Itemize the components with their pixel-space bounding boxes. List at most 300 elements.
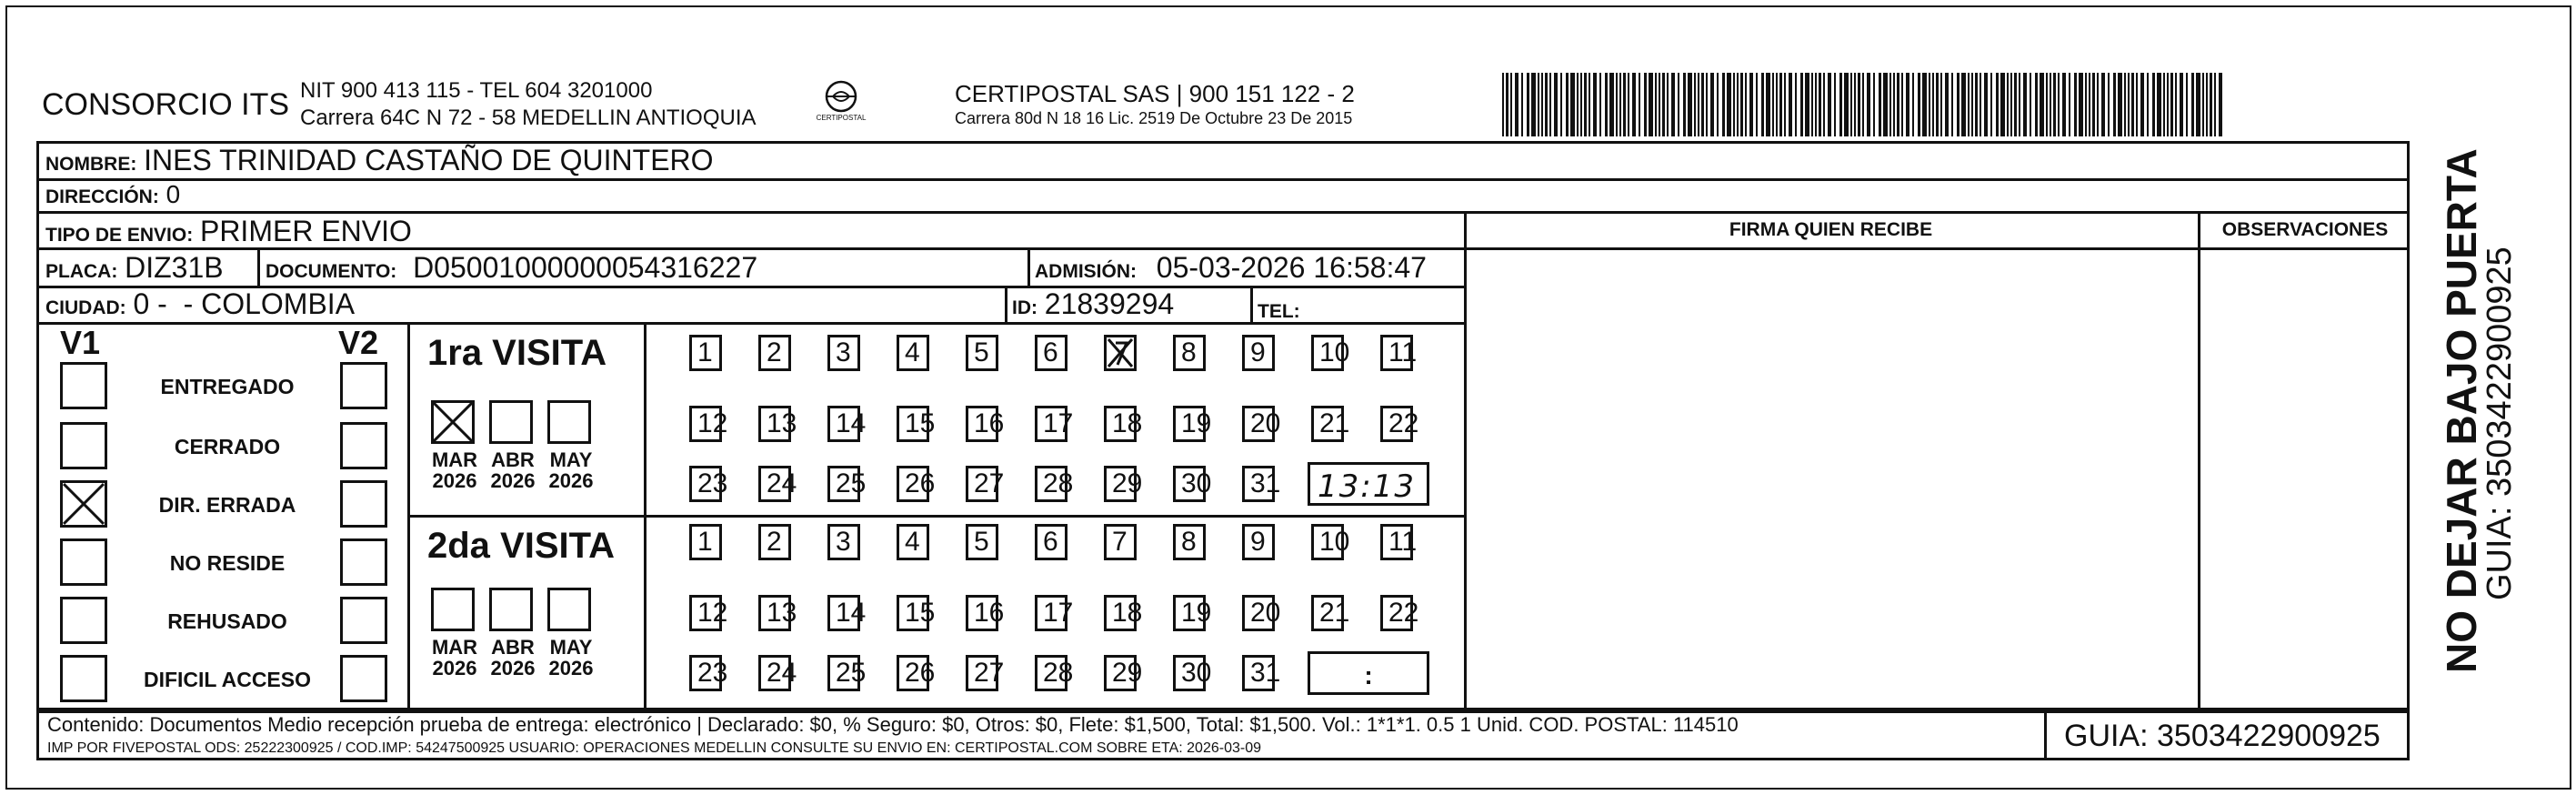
barcode-bar [1737, 73, 1739, 136]
barcode-bar [1800, 73, 1803, 136]
visit1-day-box[interactable]: 22 [1380, 406, 1413, 442]
footer-line2: IMP POR FIVEPOSTAL ODS: 25222300925 / COD.IMP: 54247500925 USUARIO: OPERACIONES MEDELLIN CONSULTE SU ENVIO EN: CERTIPOSTAL.COM SOBRE ETA: 2026-03-09 [47, 740, 1261, 756]
barcode-bar [1897, 73, 1899, 136]
visit1-day-box[interactable] [1104, 335, 1137, 371]
ciudad-cell [45, 289, 355, 318]
v2-checkbox[interactable] [340, 538, 387, 586]
barcode-bar [1659, 73, 1660, 136]
status-option-label: ENTREGADO [160, 375, 295, 398]
barcode-bar [1889, 73, 1891, 136]
month-year: 2026 [432, 657, 477, 680]
visit2-day-box[interactable]: 22 [1380, 595, 1413, 631]
rule [644, 322, 647, 710]
certipostal-logo [809, 78, 873, 124]
barcode-bar [1727, 73, 1731, 136]
barcode-bar [2219, 73, 2222, 136]
visit1-day-box[interactable]: 26 [897, 466, 929, 502]
barcode-bar [1560, 73, 1562, 136]
barcode-bar [1623, 73, 1626, 136]
barcode-bar [2035, 73, 2038, 136]
visit1-day-box[interactable]: 4 [897, 335, 929, 371]
v2-checkbox[interactable] [340, 362, 387, 409]
barcode-bar [1688, 73, 1692, 136]
barcode-bar [1766, 73, 1770, 136]
v2-checkbox[interactable] [340, 655, 387, 702]
barcode-bar [1957, 73, 1960, 136]
barcode-bar [2058, 73, 2060, 136]
barcode-bar [1984, 73, 1988, 136]
barcode-bar [2050, 73, 2051, 136]
visit1-day-box[interactable]: 17 [1035, 406, 1067, 442]
status-option-label: REHUSADO [167, 609, 287, 633]
barcode-bar [1667, 73, 1669, 136]
visit1-day-box[interactable]: 27 [966, 466, 998, 502]
barcode-bar [1740, 73, 1743, 136]
admision-label: ADMISIÓN: [1035, 261, 1137, 282]
visit2-day-box[interactable]: 29 [1104, 655, 1137, 691]
visit2-time-box[interactable] [1308, 651, 1429, 695]
barcode-bar [1593, 73, 1597, 136]
visit2-day-box[interactable]: 15 [897, 595, 929, 631]
barcode-bar [1961, 73, 1966, 136]
barcode-bar [1929, 73, 1930, 136]
visit1-day-box[interactable]: 5 [966, 335, 998, 371]
visit1-day-box[interactable]: 11 [1380, 335, 1413, 371]
barcode [1498, 73, 2226, 136]
visit1-day-box[interactable]: 25 [827, 466, 860, 502]
barcode-bar [1549, 73, 1551, 136]
visit1-month-checkbox[interactable] [547, 400, 591, 444]
barcode-bar [1644, 73, 1647, 136]
barcode-bar [1722, 73, 1725, 136]
visit1-day-box[interactable]: 14 [827, 406, 860, 442]
placa-value: DIZ31B [125, 251, 224, 284]
footer-line1: Contenido: Documentos Medio recepción prueba de entrega: electrónico | Declarado: $0, % Seguro: $0, Otros: $0, Flete: $1,500, Total: $1,500. Vol.: 1*1*1. 0.5 1 Unid. COD. POSTAL: 114510 [47, 713, 1739, 736]
barcode-bar [1996, 73, 1999, 136]
barcode-bar [1940, 73, 1942, 136]
admision-cell [1035, 253, 1427, 282]
direccion-value: 0 [165, 180, 181, 208]
barcode-bar [1609, 73, 1614, 136]
rule [257, 247, 260, 286]
visit2-day-box[interactable]: 4 [897, 524, 929, 560]
visit1-day-box[interactable]: 21 [1311, 406, 1344, 442]
barcode-bar [1873, 73, 1875, 136]
day-check-icon [1107, 337, 1134, 368]
month-name: MAR [431, 448, 478, 471]
barcode-bar [2010, 73, 2012, 136]
barcode-bar [1893, 73, 1895, 136]
barcode-bar [1706, 73, 1708, 136]
barcode-bar [1545, 73, 1548, 136]
barcode-bar [1566, 73, 1569, 136]
barcode-bar [2180, 73, 2183, 136]
status-option-label: NO RESIDE [169, 551, 286, 575]
v2-heading: V2 [338, 324, 379, 361]
id-label: ID: [1012, 297, 1037, 318]
rule [1250, 286, 1253, 322]
documento-cell [266, 253, 757, 282]
barcode-bar [1932, 73, 1934, 136]
visit2-day-box[interactable]: 12 [689, 595, 722, 631]
v1-checkbox[interactable] [60, 655, 107, 702]
visit2-day-box[interactable]: 10 [1311, 524, 1344, 560]
barcode-bar [1945, 73, 1949, 136]
barcode-bar [1683, 73, 1686, 136]
visit2-month-checkbox[interactable] [431, 588, 475, 631]
barcode-bar [1515, 73, 1519, 136]
tipo-value: PRIMER ENVIO [199, 215, 412, 247]
barcode-bar [2019, 73, 2020, 136]
ciudad-label: CIUDAD: [45, 297, 126, 318]
barcode-bar [1828, 73, 1831, 136]
visit2-day-box[interactable]: 21 [1311, 595, 1344, 631]
visit1-day-box[interactable]: 15 [897, 406, 929, 442]
visit2-month-checkbox[interactable] [547, 588, 591, 631]
month-year: 2026 [548, 657, 594, 680]
barcode-bar [1971, 73, 1973, 136]
barcode-bar [1701, 73, 1704, 136]
barcode-bar [1756, 73, 1758, 136]
barcode-bar [1570, 73, 1575, 136]
barcode-bar [1531, 73, 1536, 136]
visit2-day-box[interactable]: 18 [1104, 595, 1137, 631]
rule [1464, 211, 1467, 710]
tipo-label: TIPO DE ENVIO: [45, 225, 194, 246]
barcode-bar [1922, 73, 1927, 136]
rule [36, 178, 2410, 181]
barcode-bar [1795, 73, 1797, 136]
visit2-month-label [542, 637, 600, 679]
barcode-bar [2210, 73, 2212, 136]
barcode-bar [2113, 73, 2116, 136]
barcode-bar [1628, 73, 1629, 136]
side-warning: NO DEJAR BAJO PUERTA [2438, 148, 2485, 673]
tel-cell [1258, 293, 1300, 322]
ciudad-value: 0 - - COLOMBIA [133, 287, 356, 320]
barcode-bar [2163, 73, 2165, 136]
carrier-line1: CERTIPOSTAL SAS | 900 151 122 - 2 [955, 80, 1355, 107]
visit2-day-box[interactable]: 31 [1242, 655, 1275, 691]
barcode-bar [2202, 73, 2204, 136]
visit2-time-value: : [1364, 661, 1373, 689]
month-name: MAY [549, 448, 593, 471]
rule [36, 247, 2410, 250]
nombre-row [45, 146, 714, 175]
barcode-bar [1717, 73, 1719, 136]
footer-guia: GUIA: 3503422900925 [2064, 719, 2381, 753]
barcode-bar [1584, 73, 1587, 136]
barcode-bar [2062, 73, 2066, 136]
barcode-bar [2085, 73, 2087, 136]
visit1-day-box[interactable]: 6 [1035, 335, 1067, 371]
firma-label: FIRMA QUIEN RECIBE [1729, 219, 1933, 240]
visit2-day-box[interactable]: 24 [758, 655, 791, 691]
barcode-bar [1789, 73, 1792, 136]
barcode-bar [2030, 73, 2031, 136]
barcode-bar [1605, 73, 1608, 136]
barcode-bar [1901, 73, 1903, 136]
nombre-label: NOMBRE: [45, 154, 137, 175]
barcode-bar [2092, 73, 2095, 136]
barcode-bar [2157, 73, 2161, 136]
rule [2198, 211, 2200, 710]
barcode-bar [1649, 73, 1653, 136]
id-cell [1012, 289, 1174, 318]
v1-checkbox[interactable] [60, 480, 107, 528]
barcode-bar [2206, 73, 2208, 136]
barcode-bar [1632, 73, 1636, 136]
barcode-bar [1776, 73, 1778, 136]
visit2-day-box[interactable]: 19 [1173, 595, 1206, 631]
visit2-day-box[interactable]: 1 [689, 524, 722, 560]
visit1-day-box[interactable]: 23 [689, 466, 722, 502]
visit1-day-box[interactable]: 12 [689, 406, 722, 442]
v1-checkbox[interactable] [60, 362, 107, 409]
barcode-bar [1619, 73, 1621, 136]
company-line1: NIT 900 413 115 - TEL 604 3201000 [300, 78, 653, 103]
visit1-day-box[interactable]: 13 [758, 406, 791, 442]
visit2-day-box[interactable]: 20 [1242, 595, 1275, 631]
visit2-day-box[interactable]: 6 [1035, 524, 1067, 560]
visit1-day-box[interactable]: 3 [827, 335, 860, 371]
barcode-bar [2191, 73, 2194, 136]
barcode-bar [1883, 73, 1888, 136]
barcode-bar [2069, 73, 2070, 136]
barcode-bar [2097, 73, 2099, 136]
visit1-day-box[interactable]: 24 [758, 466, 791, 502]
side-guia: GUIA: 3503422900925 [2481, 247, 2519, 600]
v1-checkbox[interactable] [60, 597, 107, 644]
visit1-month-label [426, 449, 484, 491]
rule [407, 322, 410, 710]
v1-checkbox[interactable] [60, 538, 107, 586]
barcode-bar [1834, 73, 1836, 136]
visit2-day-box[interactable]: 7 [1104, 524, 1137, 560]
barcode-bar [1639, 73, 1640, 136]
barcode-bar [1580, 73, 1582, 136]
barcode-bar [1538, 73, 1539, 136]
barcode-bar [2196, 73, 2200, 136]
barcode-bar [2118, 73, 2122, 136]
barcode-bar [2074, 73, 2077, 136]
visit2-day-box[interactable]: 5 [966, 524, 998, 560]
carrier-line2: Carrera 80d N 18 16 Lic. 2519 De Octubre 23 De 2015 [955, 109, 1353, 127]
visit1-month-checkbox[interactable] [431, 400, 475, 444]
barcode-bar [1990, 73, 1992, 136]
barcode-icon [1498, 73, 2226, 136]
barcode-bar [2128, 73, 2130, 136]
visit1-time-box[interactable] [1308, 462, 1429, 506]
company-line2: Carrera 64C N 72 - 58 MEDELLIN ANTIOQUIA [300, 106, 757, 130]
v2-checkbox[interactable] [340, 422, 387, 469]
barcode-bar [1854, 73, 1856, 136]
month-name: MAY [549, 636, 593, 659]
placa-label: PLACA: [45, 261, 118, 282]
visit2-day-box[interactable]: 13 [758, 595, 791, 631]
barcode-bar [1867, 73, 1870, 136]
visit2-day-box[interactable]: 30 [1173, 655, 1206, 691]
barcode-bar [2214, 73, 2216, 136]
visit1-time-value: 13:13 [1318, 468, 1416, 505]
barcode-bar [1698, 73, 1699, 136]
barcode-bar [1811, 73, 1813, 136]
month-year: 2026 [548, 469, 594, 493]
barcode-bar [1968, 73, 1970, 136]
barcode-bar [2089, 73, 2090, 136]
visit1-day-box[interactable]: 8 [1173, 335, 1206, 371]
barcode-bar [1599, 73, 1601, 136]
barcode-bar [2170, 73, 2173, 136]
direccion-label: DIRECCIÓN: [45, 186, 159, 207]
rule [407, 515, 1466, 518]
barcode-bar [1678, 73, 1679, 136]
tipo-row [45, 216, 412, 246]
status-option-label: DIFICIL ACCESO [143, 668, 311, 691]
visit1-day-box[interactable]: 19 [1173, 406, 1206, 442]
visit1-day-box[interactable]: 1 [689, 335, 722, 371]
barcode-bar [1527, 73, 1529, 136]
barcode-bar [2124, 73, 2126, 136]
visit2-day-box[interactable]: 11 [1380, 524, 1413, 560]
barcode-bar [1577, 73, 1579, 136]
barcode-bar [2101, 73, 2105, 136]
barcode-bar [1819, 73, 1821, 136]
visit2-day-box[interactable]: 14 [827, 595, 860, 631]
visit1-day-box[interactable]: 18 [1104, 406, 1137, 442]
month-name: MAR [431, 636, 478, 659]
barcode-bar [1844, 73, 1849, 136]
visit2-day-box[interactable]: 28 [1035, 655, 1067, 691]
barcode-bar [1502, 73, 1504, 136]
documento-value: D05001000000054316227 [413, 251, 758, 284]
barcode-bar [2040, 73, 2044, 136]
visit1-day-box[interactable]: 2 [758, 335, 791, 371]
barcode-bar [1521, 73, 1523, 136]
visit2-month-label [426, 637, 484, 679]
v1-checkbox[interactable] [60, 422, 107, 469]
barcode-bar [1912, 73, 1914, 136]
visit2-day-box[interactable]: 17 [1035, 595, 1067, 631]
barcode-bar [1662, 73, 1665, 136]
rule [2044, 710, 2047, 760]
visit1-day-box[interactable]: 28 [1035, 466, 1067, 502]
placa-cell [45, 253, 224, 282]
visit1-day-box[interactable]: 30 [1173, 466, 1206, 502]
barcode-bar [1745, 73, 1747, 136]
visit2-day-box[interactable]: 2 [758, 524, 791, 560]
barcode-bar [2023, 73, 2027, 136]
visit2-month-checkbox[interactable] [489, 588, 533, 631]
barcode-bar [1694, 73, 1696, 136]
barcode-bar [1510, 73, 1512, 136]
visit1-day-box[interactable]: 10 [1311, 335, 1344, 371]
barcode-bar [1655, 73, 1657, 136]
barcode-bar [1589, 73, 1590, 136]
nombre-value: INES TRINIDAD CASTAÑO DE QUINTERO [144, 144, 714, 176]
visit1-day-box[interactable]: 16 [966, 406, 998, 442]
barcode-bar [2108, 73, 2110, 136]
barcode-bar [1506, 73, 1509, 136]
barcode-bar [1761, 73, 1764, 136]
barcode-bar [1710, 73, 1714, 136]
admision-value: 05-03-2026 16:58:47 [1156, 251, 1427, 284]
barcode-bar [1784, 73, 1786, 136]
rule [1005, 286, 1007, 322]
visit2-day-box[interactable]: 25 [827, 655, 860, 691]
barcode-bar [1815, 73, 1817, 136]
visit2-day-box[interactable]: 26 [897, 655, 929, 691]
barcode-bar [1858, 73, 1860, 136]
visit2-day-box[interactable]: 9 [1242, 524, 1275, 560]
barcode-bar [1879, 73, 1881, 136]
visit1-month-checkbox[interactable] [489, 400, 533, 444]
barcode-bar [2131, 73, 2134, 136]
v2-checkbox[interactable] [340, 480, 387, 528]
barcode-bar [1779, 73, 1782, 136]
barcode-bar [2186, 73, 2188, 136]
rule [36, 322, 1466, 325]
month-year: 2026 [490, 657, 536, 680]
id-value: 21839294 [1044, 287, 1175, 320]
month-year: 2026 [432, 469, 477, 493]
barcode-bar [1951, 73, 1953, 136]
v2-checkbox[interactable] [340, 597, 387, 644]
barcode-bar [1554, 73, 1558, 136]
barcode-bar [1749, 73, 1753, 136]
month-name: ABR [491, 636, 535, 659]
barcode-bar [1906, 73, 1909, 136]
barcode-bar [2000, 73, 2005, 136]
barcode-bar [2147, 73, 2149, 136]
visit1-day-box[interactable]: 20 [1242, 406, 1275, 442]
barcode-bar [1616, 73, 1618, 136]
tel-label: TEL: [1258, 301, 1300, 322]
visit1-month-label [542, 449, 600, 491]
logo-caption: CERTIPOSTAL [816, 114, 867, 122]
barcode-bar [2014, 73, 2017, 136]
barcode-bar [2152, 73, 2155, 136]
barcode-bar [2140, 73, 2144, 136]
barcode-bar [2046, 73, 2048, 136]
barcode-bar [1772, 73, 1774, 136]
barcode-bar [1671, 73, 1675, 136]
visit2-month-label [484, 637, 542, 679]
visit1-day-box[interactable]: 9 [1242, 335, 1275, 371]
rule [1027, 247, 1030, 286]
visit1-day-box[interactable]: 31 [1242, 466, 1275, 502]
visit2-title: 2da VISITA [427, 526, 615, 566]
barcode-bar [2053, 73, 2056, 136]
barcode-bar [1980, 73, 1981, 136]
month-name: ABR [491, 448, 535, 471]
visit2-day-box[interactable]: 16 [966, 595, 998, 631]
barcode-bar [2136, 73, 2138, 136]
barcode-bar [1839, 73, 1842, 136]
barcode-bar [2167, 73, 2169, 136]
visit2-day-box[interactable]: 23 [689, 655, 722, 691]
visit2-day-box[interactable]: 8 [1173, 524, 1206, 560]
visit2-day-box[interactable]: 27 [966, 655, 998, 691]
company-name: CONSORCIO ITS [42, 87, 290, 122]
documento-label: DOCUMENTO: [266, 261, 397, 282]
barcode-bar [1975, 73, 1978, 136]
barcode-bar [1918, 73, 1920, 136]
barcode-bar [1823, 73, 1825, 136]
visit1-day-box[interactable]: 29 [1104, 466, 1137, 502]
visit2-day-box[interactable]: 3 [827, 524, 860, 560]
status-option-label: CERRADO [174, 435, 281, 458]
